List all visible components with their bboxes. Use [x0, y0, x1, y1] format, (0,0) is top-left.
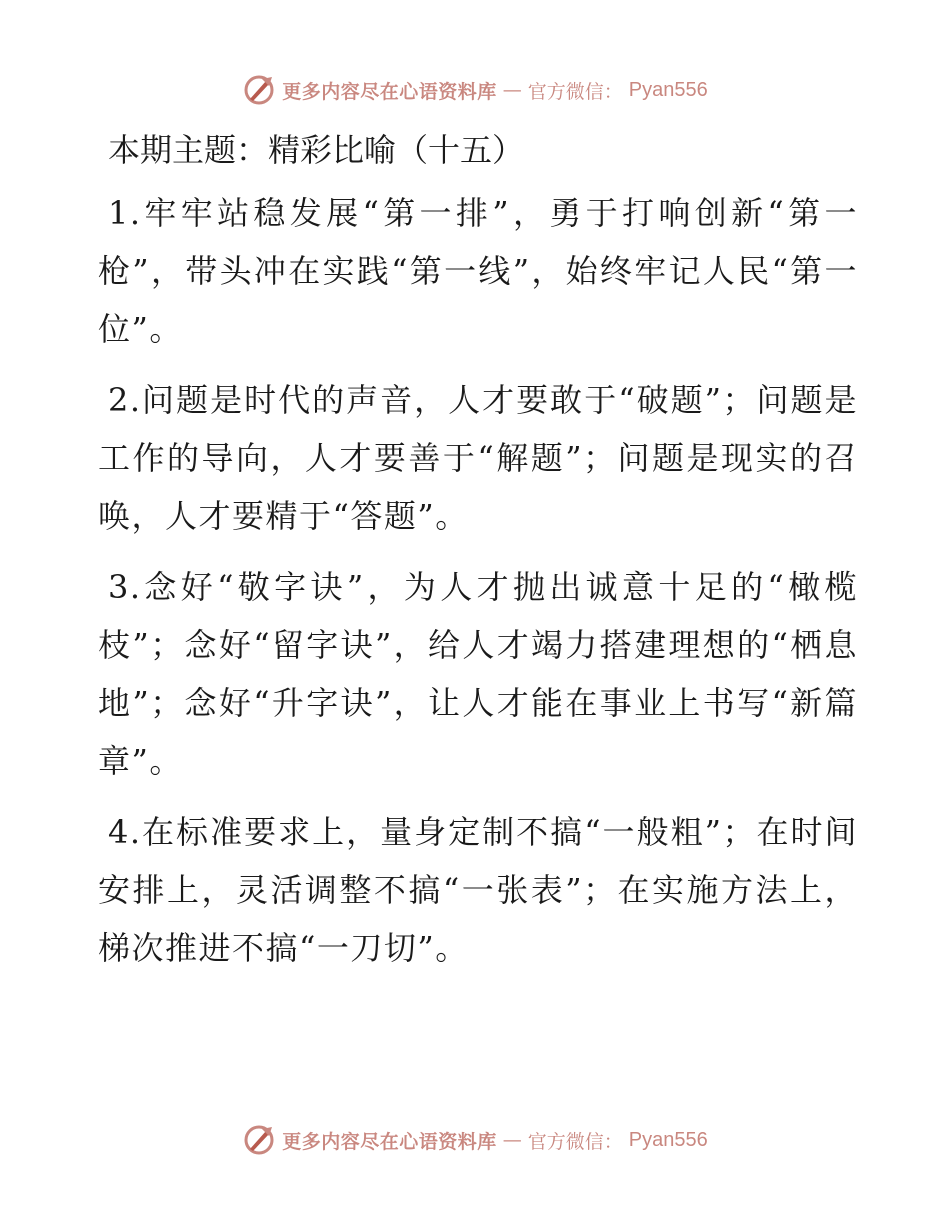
document-title: 本期主题：精彩比喻（十五）	[108, 131, 525, 169]
paragraph-1: 1.牢牢站稳发展“第一排”，勇于打响创新“第一枪”，带头冲在实践“第一线”，始终牢记人民“第一位”。	[98, 194, 858, 348]
paragraph-4: 4.在标准要求上，量身定制不搞“一般粗”；在时间安排上，灵活调整不搞“一张表”；在实施方法上，梯次推进不搞“一刀切”。	[98, 813, 858, 967]
header-wechat-label: 官方微信：	[527, 80, 623, 103]
paragraph-2: 2.问题是时代的声音，人才要敢于“破题”；问题是工作的导向，人才要善于“解题”；问题是现实的召唤，人才要精于“答题”。	[98, 381, 858, 535]
header-brand-text: 更多内容尽在心语资料库	[282, 80, 497, 103]
document-body	[98, 122, 858, 990]
header-wechat-id: Pyan556	[628, 78, 708, 101]
footer-brand-dash: —	[502, 1129, 522, 1151]
header-brand-dash: —	[502, 79, 522, 101]
quill-logo-icon	[242, 1123, 276, 1157]
quill-logo-icon	[242, 73, 276, 107]
footer-wechat-id: Pyan556	[628, 1128, 708, 1151]
header-brand-bar	[0, 70, 950, 110]
footer-wechat-label: 官方微信：	[527, 1130, 623, 1153]
paragraph-3: 3.念好“敬字诀”，为人才抛出诚意十足的“橄榄枝”；念好“留字诀”，给人才竭力搭建理想的“栖息地”；念好“升字诀”，让人才能在事业上书写“新篇章”。	[98, 568, 858, 780]
footer-brand-text: 更多内容尽在心语资料库	[282, 1130, 497, 1153]
footer-brand-bar	[0, 1120, 950, 1160]
